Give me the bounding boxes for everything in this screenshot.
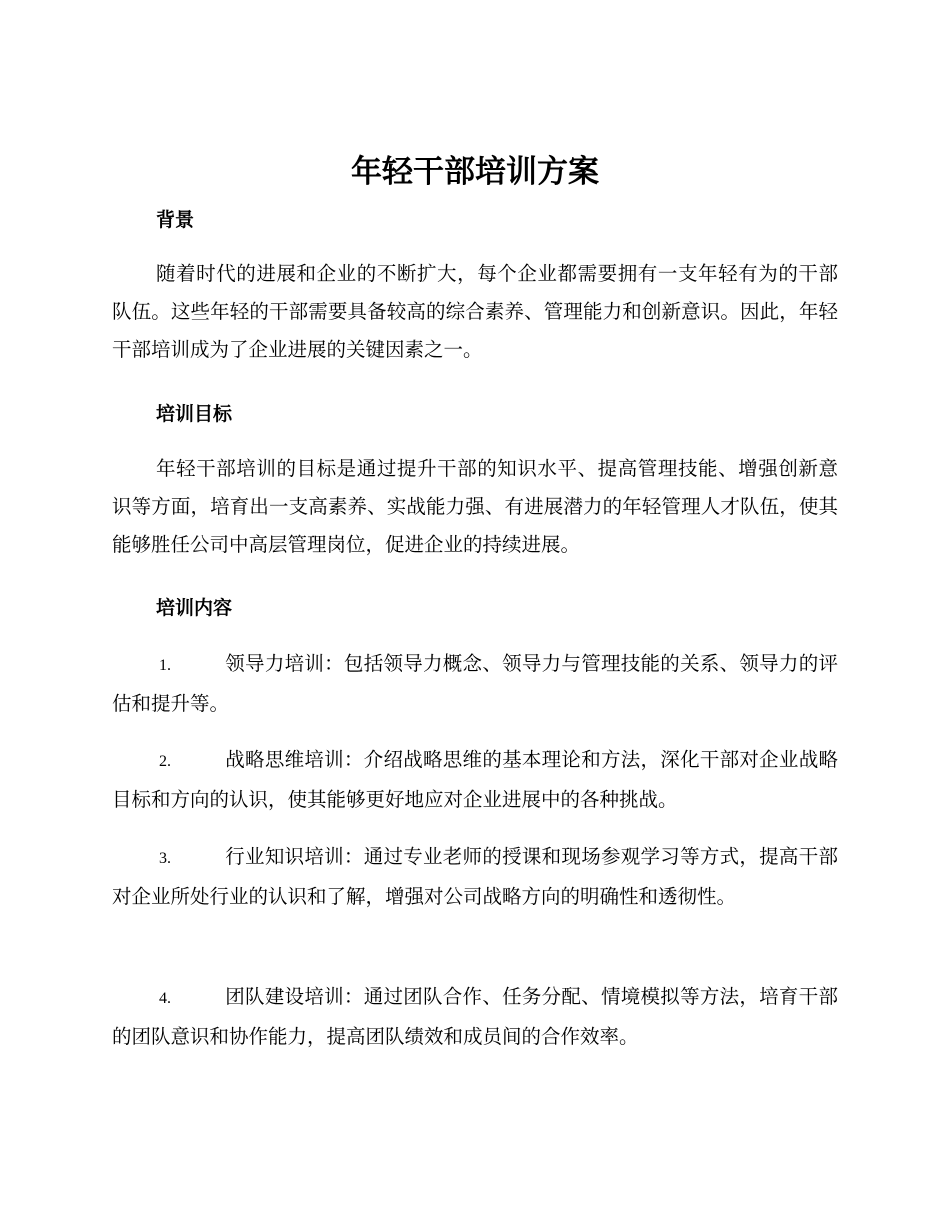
section-heading-training-goals: 培训目标 [156,403,233,425]
document-title: 年轻干部培训方案 [351,154,599,190]
list-item [112,645,838,723]
list-item-text: 领导力培训：包括领导力概念、领导力与管理技能的关系、领导力的评估和提升等。 [112,652,838,715]
list-item-text: 团队建设培训：通过团队合作、任务分配、情境模拟等方法，培育干部的团队意识和协作能力，提高团队绩效和成员间的合作效率。 [112,985,838,1048]
list-item-number: 2. [159,753,171,770]
list-item [112,978,838,1056]
list-item [112,741,838,819]
section-paragraph-training-goals: 年轻干部培训的目标是通过提升干部的知识水平、提高管理技能、增强创新意识等方面，培育出一支高素养、实战能力强、有进展潜力的年轻管理人才队伍，使其能够胜任公司中高层管理岗位，促进企业的持续进展。 [112,457,838,556]
list-item-number: 3. [159,850,171,867]
section-heading-training-content: 培训内容 [156,597,233,619]
section-heading-background: 背景 [156,209,195,231]
list-item [112,838,838,916]
list-item-text: 战略思维培训：介绍战略思维的基本理论和方法，深化干部对企业战略目标和方向的认识，使其能够更好地应对企业进展中的各种挑战。 [112,748,838,811]
list-item-number: 4. [159,990,171,1007]
section-paragraph-background: 随着时代的进展和企业的不断扩大，每个企业都需要拥有一支年轻有为的干部队伍。这些年轻的干部需要具备较高的综合素养、管理能力和创新意识。因此，年轻干部培训成为了企业进展的关键因素之一。 [112,262,838,361]
list-item-number: 1. [159,657,171,674]
list-item-text: 行业知识培训：通过专业老师的授课和现场参观学习等方式，提高干部对企业所处行业的认识和了解，增强对公司战略方向的明确性和透彻性。 [112,845,838,908]
